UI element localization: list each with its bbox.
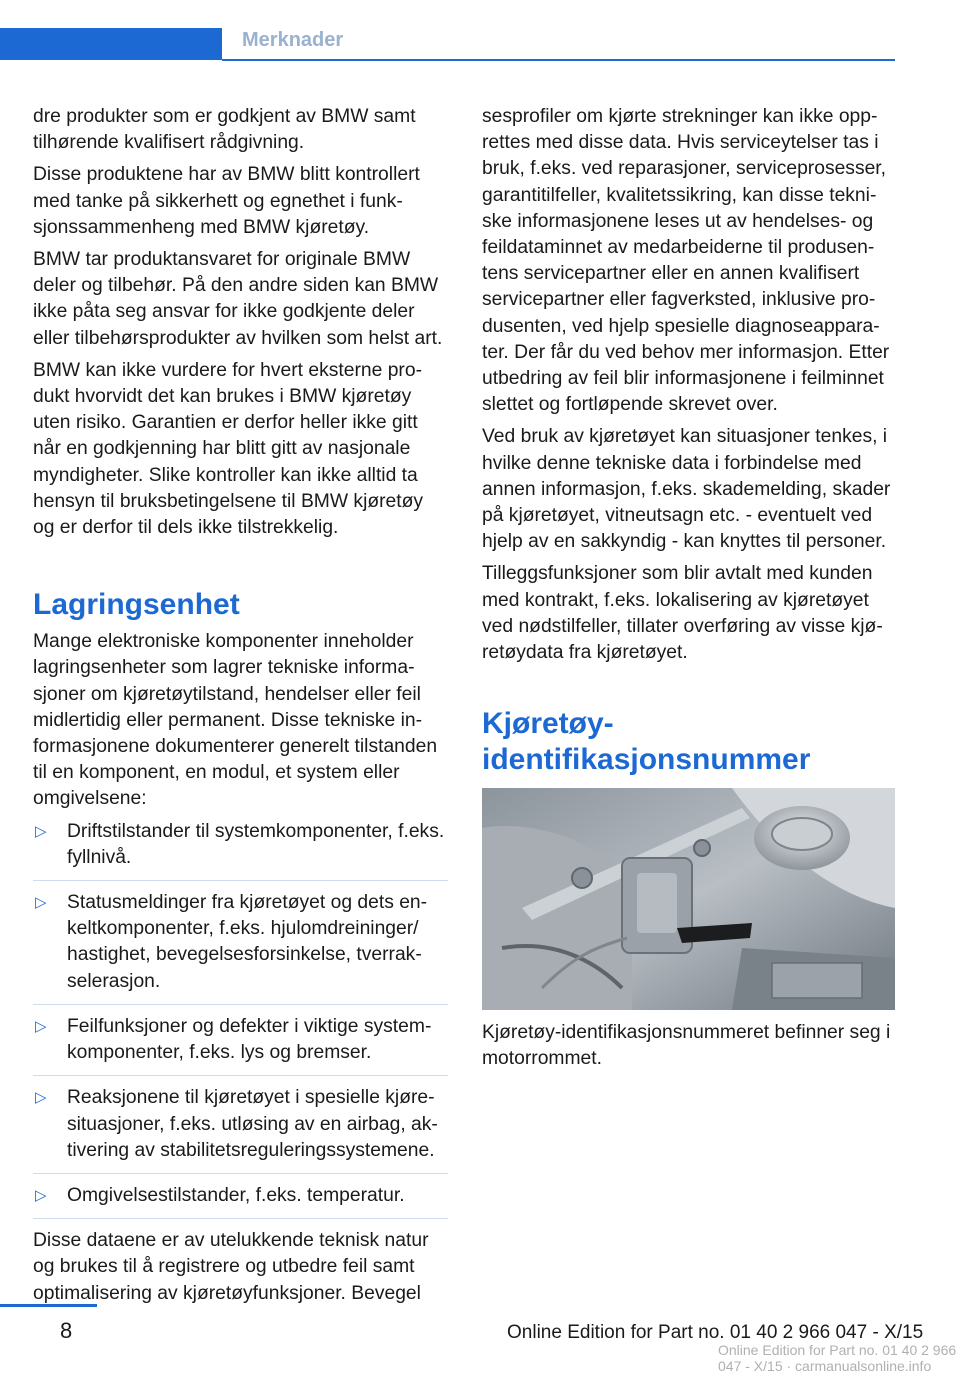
left-column [33, 104, 448, 1313]
list-item-text: Statusmeldinger fra kjøretøyet og dets enkeltkomponenter, f.eks. hjulomdreininger/ hastighet, bevegelsesforsinkelse, tverrakselerasjon. [67, 892, 428, 992]
engine-bay-photo [482, 788, 895, 1010]
list-item [33, 1085, 448, 1174]
list-item-text: Driftstilstander til systemkomponenter, f.eks. fyllnivå. [67, 820, 445, 868]
list-item [33, 890, 448, 1005]
paragraph: dre produkter som er godkjent av BMW samt tilhørende kvalifisert rådgivning. [33, 106, 416, 154]
paragraph: Disse dataene er av utelukkende teknisk natur og brukes til å registrere og utbedre feil samt optimalisering av kjøretøyfunksjoner. Bevegel [33, 1230, 429, 1304]
list-item [33, 1183, 448, 1219]
triangle-bullet-icon: ▷ [35, 1089, 47, 1107]
triangle-bullet-icon: ▷ [35, 822, 47, 840]
list-item-text: Feilfunksjoner og defekter i viktige systemkomponenter, f.eks. lys og bremser. [67, 1015, 432, 1064]
paragraph: Disse produktene har av BMW blitt kontrollert med tanke på sikkerhett og egnethet i funksjonssammenheng med BMW kjøretøy. [33, 164, 420, 238]
header-rule [222, 59, 895, 61]
page-number: 8 [60, 1318, 73, 1343]
header-accent-bar [0, 28, 222, 60]
triangle-bullet-icon: ▷ [35, 894, 47, 912]
paragraph: Tilleggsfunksjoner som blir avtalt med kunden med kontrakt, f.eks. lokalisering av kjøretøyet ved nødstilfeller, tillater overføring av visse kjøretøydata fra kjøretøyet. [482, 563, 883, 664]
list-item-text: Reaksjonene til kjøretøyet i spesielle kjøresituasjoner, f.eks. utløsing av en airbag, aktivering av stabilitetsreguleringssystemene. [67, 1087, 438, 1161]
edition-note: Online Edition for Part no. 01 40 2 966 047 - X/15 [507, 1322, 924, 1343]
image-caption: Kjøretøy-identifikasjonsnummeret befinner seg i motorrommet. [482, 1022, 891, 1070]
list-item [33, 1014, 448, 1076]
triangle-bullet-icon: ▷ [35, 1017, 47, 1035]
paragraph: sesprofiler om kjørte strekninger kan ikke opprettes med disse data. Hvis serviceytelser tas i bruk, f.eks. ved reparasjoner, serviceprosesser, garantitilfeller, kvalitetssikring, kan disse tekniske informasjonene leses ut av hendelses- og feildataminnet av medarbeiderne til produsentens servicepartner eller en annen kvalifisert servicepartner eller fagverksted, inklusive produsenten, ved hjelp spesielle diagnoseapparater. Der får du ved behov mer informasjon. Etter utbedring av feil blir informasjonene i feilminnet slettet og fortløpende skrevet over. [482, 106, 890, 416]
list-item [33, 819, 448, 881]
paragraph: Ved bruk av kjøretøyet kan situasjoner tenkes, i hvilke denne tekniske data i forbindelse med annen informasjon, f.eks. skademelding, skader på kjøretøyet, vitneutsagn etc. - eventuelt ved hjelp av en sakkyndig - kan knyttes til personer. [482, 426, 891, 553]
triangle-bullet-icon: ▷ [35, 1186, 47, 1204]
section-heading-lagringsenhet: Lagringsenhet [33, 588, 240, 622]
paragraph: BMW tar produktansvaret for originale BMW deler og tilbehør. På den andre siden kan BMW ikke påta seg ansvar for ikke godkjente deler eller tilbehørsprodukter av hvilken som helst art. [33, 249, 443, 349]
bullet-list [33, 819, 448, 1219]
section-intro: Mange elektroniske komponenter inneholder lagringsenheter som lagrer tekniske informasjoner om kjøretøytilstand, hendelser eller feil midlertidig eller permanent. Disse tekniske informasjonene dokumenterer generelt tilstanden til en komponent, en modul, et system eller omgivelsene: [33, 631, 438, 810]
section-heading-vin: Kjøretøy-identifikasjonsnummer [482, 707, 811, 777]
footer-rule [0, 1304, 97, 1307]
list-item-text: Omgivelsestilstander, f.eks. temperatur. [67, 1184, 405, 1206]
right-column [482, 104, 898, 1079]
paragraph: BMW kan ikke vurdere for hvert eksterne produkt hvorvidt det kan brukes i BMW kjøretøy uten risiko. Garantien er derfor heller ikke gitt når en godkjenning har blitt gitt av nasjonale myndigheter. Slike kontroller kan ikke alltid ta hensyn til bruksbetingelsene til BMW kjøretøy og er derfor til dels ikke tilstrekkelig. [33, 359, 424, 539]
watermark: Online Edition for Part no. 01 40 2 966 047 - X/15 · carmanualsonline.info [718, 1342, 957, 1374]
page-title: Merknader [242, 29, 344, 51]
